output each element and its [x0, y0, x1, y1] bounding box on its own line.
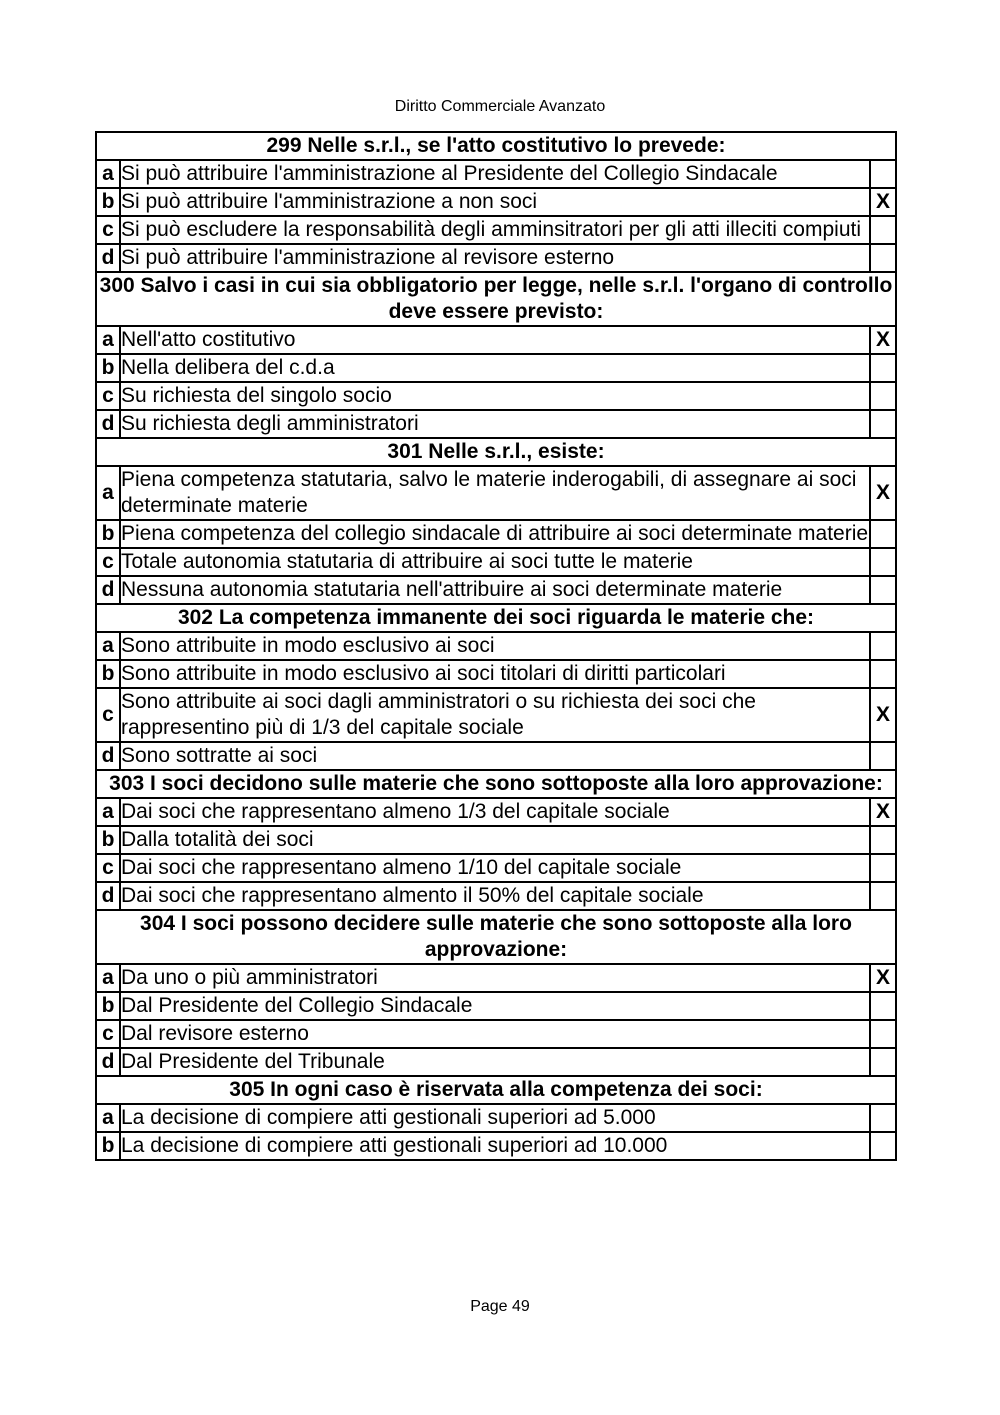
answer-text: Nell'atto costitutivo: [120, 326, 870, 354]
answer-letter: a: [96, 326, 120, 354]
answer-text: Su richiesta degli amministratori: [120, 410, 870, 438]
answer-row: [96, 660, 896, 688]
answer-row: [96, 964, 896, 992]
answer-text: Sono attribuite in modo esclusivo ai soci titolari di diritti particolari: [120, 660, 870, 688]
answer-row: [96, 826, 896, 854]
answer-mark: [870, 854, 896, 882]
question-row: [96, 132, 896, 160]
question-row: [96, 910, 896, 964]
answer-row: [96, 1132, 896, 1160]
answer-text: Da uno o più amministratori: [120, 964, 870, 992]
answer-row: [96, 466, 896, 520]
answer-row: [96, 742, 896, 770]
question-title: 305 In ogni caso è riservata alla competenza dei soci:: [96, 1076, 896, 1104]
answer-mark: [870, 354, 896, 382]
answer-mark: [870, 1020, 896, 1048]
answer-mark: X: [870, 964, 896, 992]
page-header: Diritto Commerciale Avanzato: [394, 98, 606, 115]
answer-text: La decisione di compiere atti gestionali superiori ad 10.000: [120, 1132, 870, 1160]
answer-row: [96, 1048, 896, 1076]
answer-mark: [870, 216, 896, 244]
answer-letter: b: [96, 1132, 120, 1160]
answer-text: Dal Presidente del Collegio Sindacale: [120, 992, 870, 1020]
answer-letter: c: [96, 216, 120, 244]
answer-text: Dal revisore esterno: [120, 1020, 870, 1048]
answer-mark: X: [870, 326, 896, 354]
answer-text: Si può attribuire l'amministrazione al revisore esterno: [120, 244, 870, 272]
answer-mark: [870, 1104, 896, 1132]
answer-row: [96, 1104, 896, 1132]
answer-letter: d: [96, 410, 120, 438]
answer-text: Piena competenza del collegio sindacale di attribuire ai soci determinate materie: [120, 520, 870, 548]
answer-letter: c: [96, 1020, 120, 1048]
answer-text: Piena competenza statutaria, salvo le materie inderogabili, di assegnare ai soci determinate materie: [120, 466, 870, 520]
answer-letter: a: [96, 632, 120, 660]
answer-row: [96, 160, 896, 188]
answer-row: [96, 798, 896, 826]
answer-letter: d: [96, 576, 120, 604]
answer-letter: c: [96, 382, 120, 410]
answer-mark: [870, 244, 896, 272]
answer-letter: c: [96, 548, 120, 576]
answer-row: [96, 882, 896, 910]
answer-letter: b: [96, 992, 120, 1020]
answer-row: [96, 854, 896, 882]
question-title: 300 Salvo i casi in cui sia obbligatorio per legge, nelle s.r.l. l'organo di controllo deve essere previsto:: [96, 272, 896, 326]
answer-mark: X: [870, 798, 896, 826]
answer-text: Si può escludere la responsabilità degli amminsitratori per gli atti illeciti compiuti: [120, 216, 870, 244]
question-row: [96, 770, 896, 798]
question-title: 302 La competenza immanente dei soci riguarda le materie che:: [96, 604, 896, 632]
quiz-table: [95, 131, 897, 1161]
answer-mark: [870, 742, 896, 770]
answer-mark: [870, 548, 896, 576]
answer-row: [96, 244, 896, 272]
answer-text: Si può attribuire l'amministrazione al Presidente del Collegio Sindacale: [120, 160, 870, 188]
answer-mark: [870, 632, 896, 660]
answer-row: [96, 992, 896, 1020]
answer-mark: X: [870, 466, 896, 520]
answer-letter: b: [96, 354, 120, 382]
question-title: 303 I soci decidono sulle materie che sono sottoposte alla loro approvazione:: [96, 770, 896, 798]
answer-mark: X: [870, 688, 896, 742]
answer-mark: [870, 160, 896, 188]
answer-row: [96, 632, 896, 660]
answer-letter: d: [96, 244, 120, 272]
answer-letter: b: [96, 660, 120, 688]
answer-row: [96, 216, 896, 244]
answer-text: La decisione di compiere atti gestionali superiori ad 5.000: [120, 1104, 870, 1132]
answer-letter: c: [96, 854, 120, 882]
answer-letter: d: [96, 1048, 120, 1076]
answer-letter: a: [96, 466, 120, 520]
answer-mark: [870, 410, 896, 438]
question-row: [96, 1076, 896, 1104]
answer-mark: [870, 382, 896, 410]
answer-text: Dai soci che rappresentano almento il 50% del capitale sociale: [120, 882, 870, 910]
answer-text: Su richiesta del singolo socio: [120, 382, 870, 410]
answer-letter: c: [96, 688, 120, 742]
answer-letter: a: [96, 964, 120, 992]
page-footer: Page 49: [470, 1298, 530, 1315]
answer-text: Dai soci che rappresentano almeno 1/10 del capitale sociale: [120, 854, 870, 882]
answer-row: [96, 188, 896, 216]
answer-row: [96, 354, 896, 382]
answer-letter: a: [96, 798, 120, 826]
answer-letter: a: [96, 1104, 120, 1132]
answer-letter: d: [96, 742, 120, 770]
answer-text: Totale autonomia statutaria di attribuire ai soci tutte le materie: [120, 548, 870, 576]
answer-text: Sono attribuite in modo esclusivo ai soci: [120, 632, 870, 660]
answer-mark: [870, 1132, 896, 1160]
answer-mark: [870, 520, 896, 548]
answer-mark: [870, 1048, 896, 1076]
answer-text: Dal Presidente del Tribunale: [120, 1048, 870, 1076]
answer-text: Si può attribuire l'amministrazione a non soci: [120, 188, 870, 216]
answer-mark: [870, 882, 896, 910]
answer-mark: [870, 826, 896, 854]
answer-row: [96, 326, 896, 354]
answer-letter: d: [96, 882, 120, 910]
question-title: 304 I soci possono decidere sulle materie che sono sottoposte alla loro approvazione:: [96, 910, 896, 964]
answer-text: Nella delibera del c.d.a: [120, 354, 870, 382]
answer-mark: [870, 992, 896, 1020]
answer-row: [96, 1020, 896, 1048]
answer-letter: b: [96, 188, 120, 216]
answer-letter: b: [96, 826, 120, 854]
answer-row: [96, 576, 896, 604]
answer-text: Sono sottratte ai soci: [120, 742, 870, 770]
answer-mark: [870, 660, 896, 688]
answer-row: [96, 688, 896, 742]
answer-text: Dalla totalità dei soci: [120, 826, 870, 854]
answer-letter: a: [96, 160, 120, 188]
answer-row: [96, 548, 896, 576]
answer-text: Dai soci che rappresentano almeno 1/3 del capitale sociale: [120, 798, 870, 826]
answer-row: [96, 520, 896, 548]
answer-text: Nessuna autonomia statutaria nell'attribuire ai soci determinate materie: [120, 576, 870, 604]
answer-row: [96, 382, 896, 410]
question-row: [96, 438, 896, 466]
answer-letter: b: [96, 520, 120, 548]
quiz-body: [96, 132, 896, 1160]
question-title: 299 Nelle s.r.l., se l'atto costitutivo lo prevede:: [96, 132, 896, 160]
answer-text: Sono attribuite ai soci dagli amministratori o su richiesta dei soci che rappresentino più di 1/3 del capitale sociale: [120, 688, 870, 742]
question-row: [96, 604, 896, 632]
question-title: 301 Nelle s.r.l., esiste:: [96, 438, 896, 466]
answer-row: [96, 410, 896, 438]
answer-mark: [870, 576, 896, 604]
answer-mark: X: [870, 188, 896, 216]
question-row: [96, 272, 896, 326]
